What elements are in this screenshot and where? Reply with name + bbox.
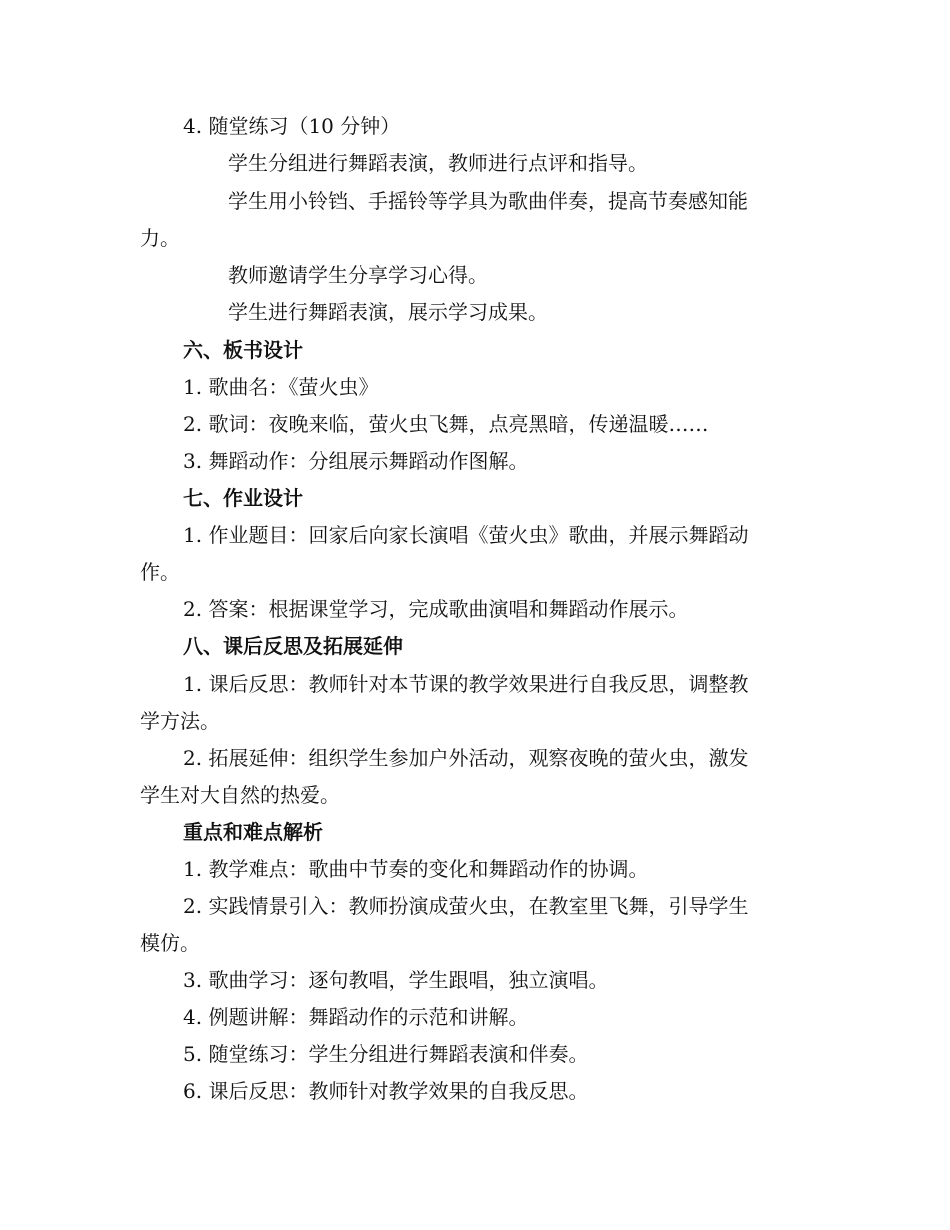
practice-item-2-cont: 力。 [140,226,180,250]
practice-heading: 4. 随堂练习（10 分钟） [183,114,401,138]
reflection-item-2: 2. 拓展延伸：组织学生参加户外活动，观察夜晚的萤火虫，激发 [183,746,749,770]
practice-item-4: 学生进行舞蹈表演，展示学习成果。 [228,300,548,324]
key-item-5: 5. 随堂练习：学生分组进行舞蹈表演和伴奏。 [183,1042,589,1066]
board-item-3: 3. 舞蹈动作：分组展示舞蹈动作图解。 [183,449,529,473]
section-heading-key-points: 重点和难点解析 [183,820,323,844]
practice-item-3: 教师邀请学生分享学习心得。 [228,263,488,287]
section-heading-board-design: 六、板书设计 [183,338,303,362]
key-item-4: 4. 例题讲解：舞蹈动作的示范和讲解。 [183,1005,529,1029]
reflection-item-1-cont: 学方法。 [140,709,220,733]
practice-item-2: 学生用小铃铛、手摇铃等学具为歌曲伴奏，提高节奏感知能 [228,189,748,213]
section-heading-homework: 七、作业设计 [183,486,303,510]
board-item-2: 2. 歌词：夜晚来临，萤火虫飞舞，点亮黑暗，传递温暖…… [183,412,709,436]
practice-item-1: 学生分组进行舞蹈表演，教师进行点评和指导。 [228,151,648,175]
homework-item-1-cont: 作。 [140,560,180,584]
reflection-item-2-cont: 学生对大自然的热爱。 [140,783,340,807]
homework-item-1: 1. 作业题目：回家后向家长演唱《萤火虫》歌曲，并展示舞蹈动 [183,523,749,547]
key-item-3: 3. 歌曲学习：逐句教唱，学生跟唱，独立演唱。 [183,968,609,992]
key-item-1: 1. 教学难点：歌曲中节奏的变化和舞蹈动作的协调。 [183,857,649,881]
board-item-1: 1. 歌曲名：《萤火虫》 [183,375,379,399]
homework-item-2: 2. 答案：根据课堂学习，完成歌曲演唱和舞蹈动作展示。 [183,597,689,621]
reflection-item-1: 1. 课后反思：教师针对本节课的教学效果进行自我反思，调整教 [183,672,749,696]
key-item-2: 2. 实践情景引入：教师扮演成萤火虫，在教室里飞舞，引导学生 [183,894,749,918]
key-item-6: 6. 课后反思：教师针对教学效果的自我反思。 [183,1079,589,1103]
key-item-2-cont: 模仿。 [140,931,200,955]
section-heading-reflection: 八、课后反思及拓展延伸 [183,634,403,658]
